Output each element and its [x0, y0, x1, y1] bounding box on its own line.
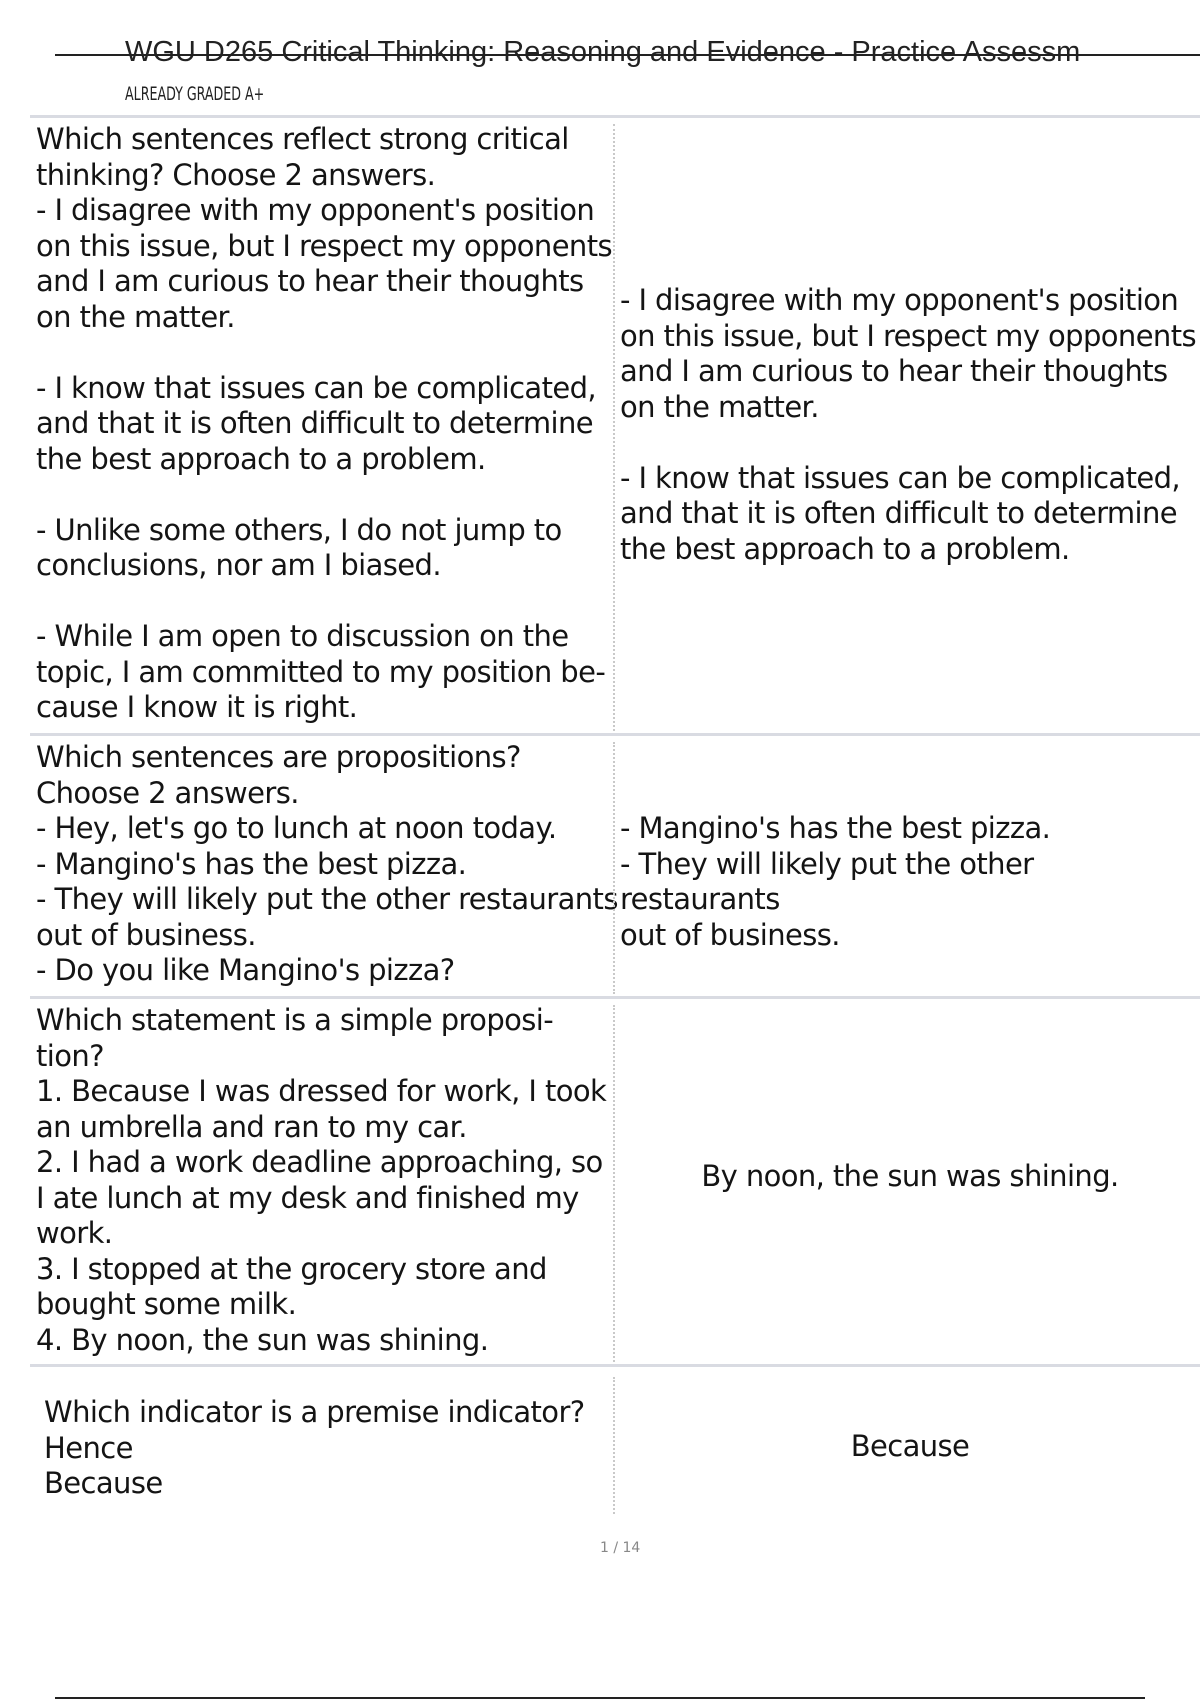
card-divider: [613, 742, 615, 994]
document-title: WGU D265 Critical Thinking: Reasoning and Evidence - Practice Assessm: [125, 36, 1081, 68]
flashcard-question: [44, 1395, 629, 1502]
question-text: Which sentences are propositions? Choose 2 answers. - Hey, let's go to lunch at noon today. - Mangino's has the best pizza. - They will likely put the other restaurants out of business. - Do you like Mangino's pizza?: [36, 740, 618, 987]
question-text: Which indicator is a premise indicator? Hence Because: [44, 1395, 585, 1500]
flashcard-answer: [620, 811, 1200, 953]
flashcard-1: [30, 115, 1200, 735]
document-subtitle: ALREADY GRADED A+: [125, 83, 265, 105]
flashcard-answer: [620, 1159, 1200, 1195]
flashcard-2: [30, 733, 1200, 998]
card-divider: [613, 1005, 615, 1362]
question-text: Which statement is a simple proposi- tion? 1. Because I was dressed for work, I took an umbrella and ran to my car. 2. I had a work deadline approaching, so I ate lunch at my desk and finished my work. 3. I stopped at the grocery store and bought some milk. 4. By noon, the sun was shining.: [36, 1003, 607, 1357]
card-divider: [613, 124, 615, 731]
flashcard-answer: [620, 283, 1200, 567]
flashcard-4: [30, 1364, 1200, 1544]
flashcard-3: [30, 996, 1200, 1366]
flashcard-answer: [620, 1429, 1200, 1465]
flashcard-question: [36, 1003, 621, 1358]
flashcard-question: [36, 122, 621, 726]
question-text: Which sentences reflect strong critical thinking? Choose 2 answers. - I disagree with my opponent's position on this issue, but I respect my opponents and I am curious to hear their thoughts on the matter. - I know that issues can be complicated, and that it is often difficult to determine the best approach to a problem. - Unlike some others, I do not jump to conclusions, nor am I biased. - While I am open to discussion on the topic, I am committed to my position be- cause I know it is right.: [36, 122, 612, 724]
answer-text: By noon, the sun was shining.: [701, 1159, 1119, 1193]
footer-rule: [55, 1697, 1145, 1699]
answer-text: - Mangino's has the best pizza. - They will likely put the other restaurants out of business.: [620, 811, 1051, 952]
flashcard-question: [36, 740, 621, 989]
answer-text: - I disagree with my opponent's position on this issue, but I respect my opponents and I am curious to hear their thoughts on the matter. - I know that issues can be complicated, and that it is often difficult to determine the best approach to a problem.: [620, 283, 1196, 566]
card-divider: [613, 1377, 615, 1514]
answer-text: Because: [850, 1429, 970, 1463]
page-number: 1 / 14: [600, 1540, 641, 1556]
